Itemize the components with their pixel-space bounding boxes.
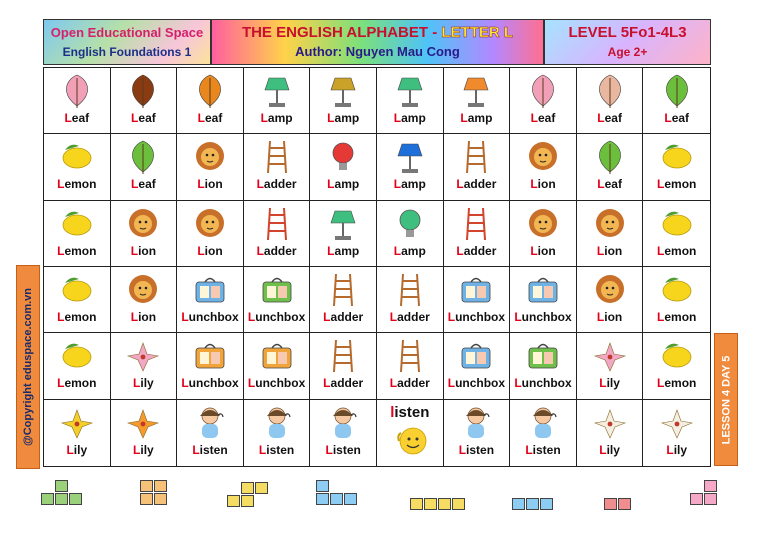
lemon-cartoon-icon — [57, 271, 97, 309]
flashcard-word: Lemon — [657, 243, 697, 258]
flashcard-ladder — [310, 267, 377, 333]
flashcard-lunchbox — [510, 267, 577, 333]
lion-cartoon-icon — [190, 205, 230, 243]
ladder-tall-icon — [456, 205, 496, 243]
copyright-banner — [16, 265, 40, 469]
flashcard-word: Leaf — [530, 111, 556, 125]
flashcard-word: Lily — [599, 376, 620, 391]
lily-flowers-icon — [123, 337, 163, 375]
lion-proud-icon — [590, 271, 630, 309]
lemon-pieces-icon — [657, 337, 697, 375]
flashcard-word: Lemon — [57, 310, 97, 324]
flashcard-lion — [577, 201, 644, 267]
flashcard-lunchbox — [244, 267, 311, 333]
lunchbox-green-icon — [257, 271, 297, 309]
flashcard-word: Lion — [130, 310, 157, 324]
header-level-box — [544, 19, 711, 65]
flashcard-word: Lamp — [327, 111, 360, 125]
flashcard-word: Lamp — [327, 177, 360, 192]
flashcard-leaf — [510, 68, 577, 134]
flashcard-lamp — [377, 201, 444, 267]
thumbnail-listen-set — [512, 498, 553, 510]
level-label: LEVEL 5Fo1-4L3 — [568, 24, 687, 41]
flashcard-lemon — [44, 267, 111, 333]
ladder-man-icon — [456, 138, 496, 176]
flashcard-lion — [510, 201, 577, 267]
flashcard-word: Lion — [130, 243, 157, 258]
flashcard-lunchbox — [444, 333, 511, 399]
leaf-green-icon — [657, 72, 697, 110]
flashcard-ladder — [244, 134, 311, 200]
flashcard-leaf — [111, 134, 178, 200]
flashcard-word: Lunchbox — [181, 310, 239, 324]
leaf-brown-icon — [123, 72, 163, 110]
lamp-table-green-icon — [390, 72, 430, 110]
flashcard-leaf — [44, 68, 111, 134]
flashcard-leaf — [177, 68, 244, 134]
flashcard-lemon — [44, 333, 111, 399]
lamp-pendant-icon — [323, 205, 363, 243]
lunchbox-tray-icon — [523, 271, 563, 309]
flashcard-word: Lily — [599, 442, 620, 457]
flashcard-word: Lunchbox — [247, 310, 306, 324]
flashcard-leaf — [577, 68, 644, 134]
thumbnail-leaf-set — [41, 480, 82, 505]
thumbnail-lion-set — [227, 482, 268, 507]
flashcard-word: Lemon — [657, 177, 697, 192]
author-line: Author: Nguyen Mau Cong — [295, 44, 460, 59]
lamp-desk-green-icon — [257, 72, 297, 110]
leaf-maple-icon — [590, 138, 630, 176]
flashcard-word: Ladder — [456, 177, 497, 192]
flashcard-lunchbox — [244, 333, 311, 399]
ladder-climber-icon — [323, 337, 363, 375]
flashcard-word: Lunchbox — [447, 376, 506, 391]
flashcard-lamp — [444, 68, 511, 134]
flashcard-word: Lily — [133, 376, 154, 391]
flashcard-word: Leaf — [131, 111, 156, 125]
lemon-half-icon — [657, 138, 697, 176]
flashcard-lion — [111, 201, 178, 267]
flashcard-word: Ladder — [456, 243, 497, 258]
flashcard-ladder — [244, 201, 311, 267]
flashcard-listen — [377, 400, 444, 466]
flashcard-grid — [43, 67, 711, 467]
flashcard-lemon — [643, 201, 710, 267]
lily-pink-icon — [590, 337, 630, 375]
leaf-pink-icon — [57, 72, 97, 110]
lemon-slice-icon — [657, 205, 697, 243]
lily-yellow-icon — [57, 404, 97, 442]
flashcard-word: Listen — [192, 442, 228, 457]
page-title-main: THE ENGLISH ALPHABET - — [241, 24, 442, 41]
flashcard-word: Lion — [530, 243, 556, 258]
copyright-text: @Copyright eduspace.com.vn — [22, 287, 35, 447]
lamp-bulb-green-icon — [390, 205, 430, 243]
lamp-desk-orange-icon — [456, 72, 496, 110]
flashcard-word: Leaf — [197, 111, 223, 125]
flashcard-lamp — [377, 68, 444, 134]
flashcard-lily — [643, 400, 710, 466]
flashcard-lamp — [310, 134, 377, 200]
lesson-text: LESSON 4 DAY 5 — [720, 355, 732, 444]
lamp-desk-brass-icon — [323, 72, 363, 110]
thumbnail-lamp-set — [316, 480, 357, 505]
flashcard-word: Lion — [197, 243, 223, 258]
flashcard-lemon — [44, 201, 111, 267]
flashcard-word: Ladder — [256, 243, 297, 258]
flashcard-lamp — [310, 201, 377, 267]
lemon-branch-icon — [57, 138, 97, 176]
lion-sitting-icon — [590, 205, 630, 243]
flashcard-leaf — [111, 68, 178, 134]
ladder-wooden-icon — [323, 271, 363, 309]
thumbnail-lily-set — [690, 480, 717, 505]
flashcard-lily — [111, 400, 178, 466]
flashcard-lunchbox — [510, 333, 577, 399]
flashcard-word: Ladder — [323, 376, 364, 391]
ladder-step-icon — [257, 138, 297, 176]
flashcard-ladder — [444, 134, 511, 200]
page-title — [212, 20, 543, 43]
ladder-photo-icon — [390, 337, 430, 375]
flashcard-word: Lamp — [393, 111, 426, 125]
lemon-halves-icon — [57, 337, 97, 375]
emoji-listening-icon — [393, 423, 427, 455]
flashcard-word: Lemon — [657, 310, 697, 324]
flashcard-word: Ladder — [256, 177, 297, 192]
flashcard-word: Lemon — [57, 376, 97, 391]
flashcard-lamp — [310, 68, 377, 134]
girl-headphones-icon — [523, 404, 563, 442]
thumbnail-lemon-set — [410, 498, 465, 510]
lunchbox-bag-icon — [523, 337, 563, 375]
flashcard-lemon — [643, 267, 710, 333]
flashcard-lion — [111, 267, 178, 333]
flashcard-word: Lamp — [393, 243, 426, 258]
flashcard-lunchbox — [177, 333, 244, 399]
age-label: Age 2+ — [607, 45, 648, 59]
flashcard-word: listen — [390, 403, 430, 421]
grandpa-listening-icon — [323, 404, 363, 442]
leaf-heart-pink-icon — [523, 72, 563, 110]
flashcard-word: Leaf — [597, 111, 622, 125]
flashcard-word: Lunchbox — [181, 376, 239, 391]
flashcard-ladder — [444, 201, 511, 267]
flashcard-lion — [177, 201, 244, 267]
flashcard-lunchbox — [444, 267, 511, 333]
flashcard-word: Listen — [458, 442, 495, 457]
flashcard-lamp — [244, 68, 311, 134]
baby-listening-icon — [190, 404, 230, 442]
flashcard-leaf — [643, 68, 710, 134]
flashcard-word: Lemon — [57, 243, 97, 258]
flashcard-lion — [510, 134, 577, 200]
flashcard-word: Lamp — [327, 243, 360, 258]
lemon-bunch-icon — [57, 205, 97, 243]
flashcard-listen — [310, 400, 377, 466]
lion-face-icon — [523, 205, 563, 243]
ladder-worker-icon — [390, 271, 430, 309]
girl-listening-icon — [456, 404, 496, 442]
flashcard-word: Lunchbox — [247, 376, 306, 391]
lunchbox-blue-icon — [190, 271, 230, 309]
flashcard-word: Ladder — [389, 376, 430, 391]
flashcard-ladder — [310, 333, 377, 399]
lunchbox-case-icon — [456, 337, 496, 375]
flashcard-word: Lion — [596, 310, 623, 324]
flashcard-word: Lunchbox — [514, 310, 572, 324]
flashcard-lemon — [44, 134, 111, 200]
flashcard-listen — [444, 400, 511, 466]
thumbnail-ladder-set — [604, 498, 631, 510]
lion-cub-icon — [190, 138, 230, 176]
lesson-banner — [714, 333, 738, 466]
header-publisher-box — [43, 19, 211, 65]
flashcard-word: Leaf — [64, 111, 90, 125]
flashcard-lily — [577, 400, 644, 466]
flashcard-lily — [577, 333, 644, 399]
lamp-blue-icon — [390, 138, 430, 176]
flashcard-word: Lion — [197, 177, 223, 192]
flashcard-lily — [111, 333, 178, 399]
flashcard-word: Lunchbox — [447, 310, 506, 324]
flashcard-lion — [577, 267, 644, 333]
flashcard-word: Lion — [530, 177, 556, 192]
flashcard-word: Lemon — [657, 376, 697, 391]
leaf-maple-green-icon — [123, 138, 163, 176]
flashcard-lamp — [377, 134, 444, 200]
page-title-letter: LETTER L — [441, 24, 514, 41]
flashcard-word: Listen — [325, 442, 361, 457]
flashcard-word: Lunchbox — [514, 376, 572, 391]
thumbnail-lunchbox-set — [140, 480, 167, 505]
flashcard-lunchbox — [177, 267, 244, 333]
flashcard-lily — [44, 400, 111, 466]
flashcard-word: Lamp — [260, 111, 293, 125]
flashcard-word: Lion — [596, 243, 623, 258]
lion-standing-icon — [123, 271, 163, 309]
publisher-name: Open Educational Space — [50, 25, 204, 40]
lemon-whole-icon — [657, 271, 697, 309]
flashcard-word: Lily — [66, 442, 88, 457]
flashcard-word: Leaf — [131, 177, 156, 192]
flashcard-word: Ladder — [323, 310, 364, 324]
ladder-red-icon — [257, 205, 297, 243]
lunchbox-orange-icon — [257, 337, 297, 375]
lion-cub-sitting-icon — [123, 205, 163, 243]
flashcard-word: Ladder — [389, 310, 430, 324]
flashcard-word: Leaf — [664, 111, 690, 125]
flashcard-listen — [510, 400, 577, 466]
course-name: English Foundations 1 — [62, 45, 192, 59]
flashcard-lion — [177, 134, 244, 200]
leaf-pastel-icon — [590, 72, 630, 110]
header-title-box — [211, 19, 544, 65]
boy-listening-icon — [257, 404, 297, 442]
lily-orange-icon — [123, 404, 163, 442]
lunchbox-bento-icon — [190, 337, 230, 375]
flashcard-word: Listen — [525, 442, 561, 457]
flashcard-lemon — [643, 333, 710, 399]
thumbnail-strip — [0, 478, 759, 522]
flashcard-ladder — [377, 267, 444, 333]
flashcard-word: Leaf — [597, 177, 622, 192]
flashcard-listen — [244, 400, 311, 466]
lunchbox-meal-icon — [456, 271, 496, 309]
lion-walking-icon — [523, 138, 563, 176]
flashcard-word: Listen — [258, 442, 295, 457]
flashcard-word: Lemon — [57, 177, 97, 192]
lamp-bulb-red-icon — [323, 138, 363, 176]
flashcard-word: Lily — [666, 442, 688, 457]
flashcard-leaf — [577, 134, 644, 200]
flashcard-ladder — [377, 333, 444, 399]
lily-stem-icon — [657, 404, 697, 442]
leaf-orange-icon — [190, 72, 230, 110]
flashcard-word: Lamp — [460, 111, 493, 125]
flashcard-listen — [177, 400, 244, 466]
lily-white-icon — [590, 404, 630, 442]
flashcard-word: Lily — [133, 442, 154, 457]
flashcard-lemon — [643, 134, 710, 200]
flashcard-word: Lamp — [393, 177, 426, 192]
